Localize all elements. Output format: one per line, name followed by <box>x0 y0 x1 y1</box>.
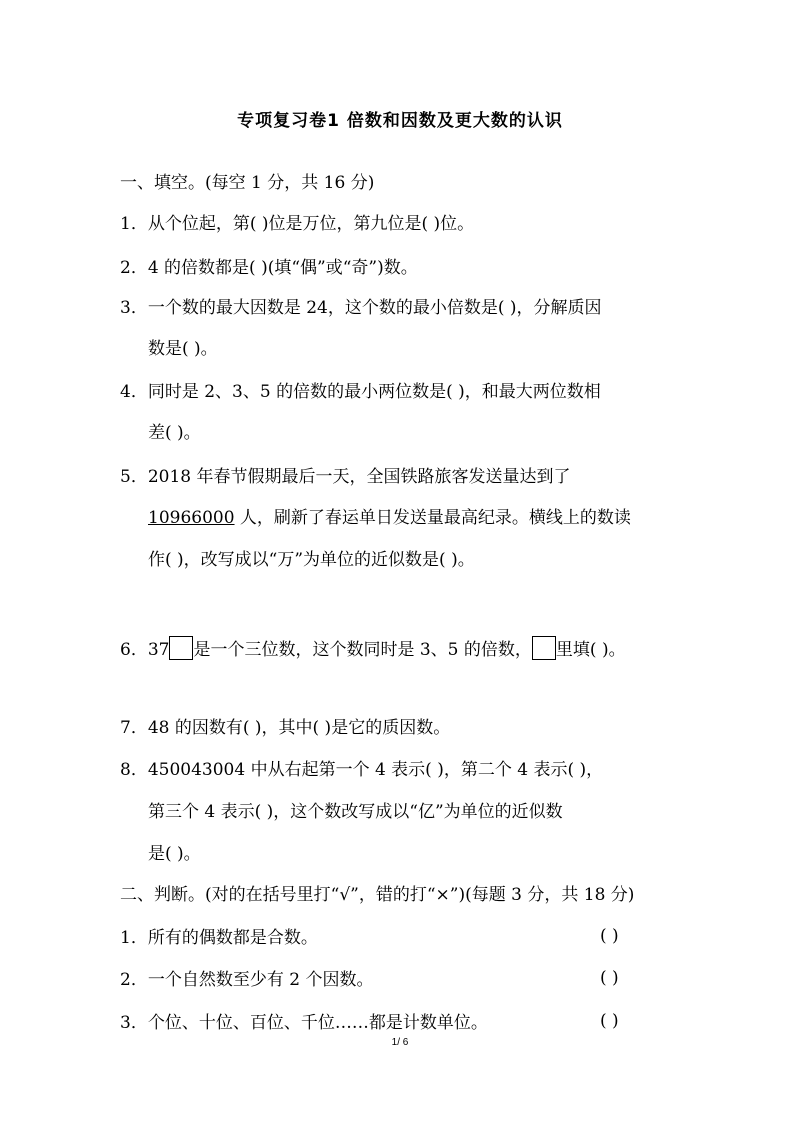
question-6-middle: 是一个三位数，这个数同时是 3、5 的倍数， <box>193 640 532 660</box>
question-4-line1: 4．同时是 2、3、5 的倍数的最小两位数是( )，和最大两位数相 <box>120 382 601 402</box>
question-5-line1: 5．2018 年春节假期最后一天，全国铁路旅客发送量达到了 <box>120 467 571 487</box>
question-8-line3: 是( )。 <box>148 844 201 864</box>
question-8-line2: 第三个 4 表示( )，这个数改写成以“亿”为单位的近似数 <box>148 802 563 822</box>
page-number: 1/ 6 <box>391 1037 409 1048</box>
page-title: 专项复习卷1 倍数和因数及更大数的认识 <box>237 111 563 131</box>
judgment-1: 1．所有的偶数都是合数。 <box>120 928 318 948</box>
question-8-line1: 8．450043004 中从右起第一个 4 表示( )，第二个 4 表示( )， <box>120 760 604 780</box>
question-4-line2: 差( )。 <box>148 423 201 443</box>
question-7: 7．48 的因数有( )，其中( )是它的质因数。 <box>120 718 451 738</box>
question-5-line2-rest: 人，刷新了春运单日发送量最高纪录。横线上的数读 <box>234 508 631 528</box>
question-5-line2 <box>148 506 631 530</box>
answer-box[interactable] <box>169 636 193 660</box>
question-1: 1．从个位起，第( )位是万位，第九位是( )位。 <box>120 214 475 234</box>
question-6-suffix: 里填( )。 <box>555 640 626 660</box>
judgment-2-bracket[interactable]: ( ) <box>600 968 619 988</box>
question-3-line2: 数是( )。 <box>148 339 218 359</box>
section1-heading: 一、填空。(每空 1 分，共 16 分) <box>120 173 375 193</box>
question-3-line1: 3．一个数的最大因数是 24，这个数的最小倍数是( )，分解质因 <box>120 298 602 318</box>
answer-box[interactable] <box>532 636 556 660</box>
judgment-3: 3．个位、十位、百位、千位……都是计数单位。 <box>120 1013 488 1033</box>
question-6-prefix: 6．37 <box>120 640 170 660</box>
section2-heading: 二、判断。(对的在括号里打“√”，错的打“×”)(每题 3 分，共 18 分) <box>120 885 635 905</box>
underlined-number: 10966000 <box>148 508 235 528</box>
judgment-3-bracket[interactable]: ( ) <box>600 1011 619 1031</box>
judgment-2: 2．一个自然数至少有 2 个因数。 <box>120 970 374 990</box>
judgment-1-bracket[interactable]: ( ) <box>600 926 619 946</box>
question-6 <box>120 636 626 662</box>
question-2: 2．4 的倍数都是( )(填“偶”或“奇”)数。 <box>120 258 418 278</box>
question-5-line3: 作( )，改写成以“万”为单位的近似数是( )。 <box>148 550 475 570</box>
